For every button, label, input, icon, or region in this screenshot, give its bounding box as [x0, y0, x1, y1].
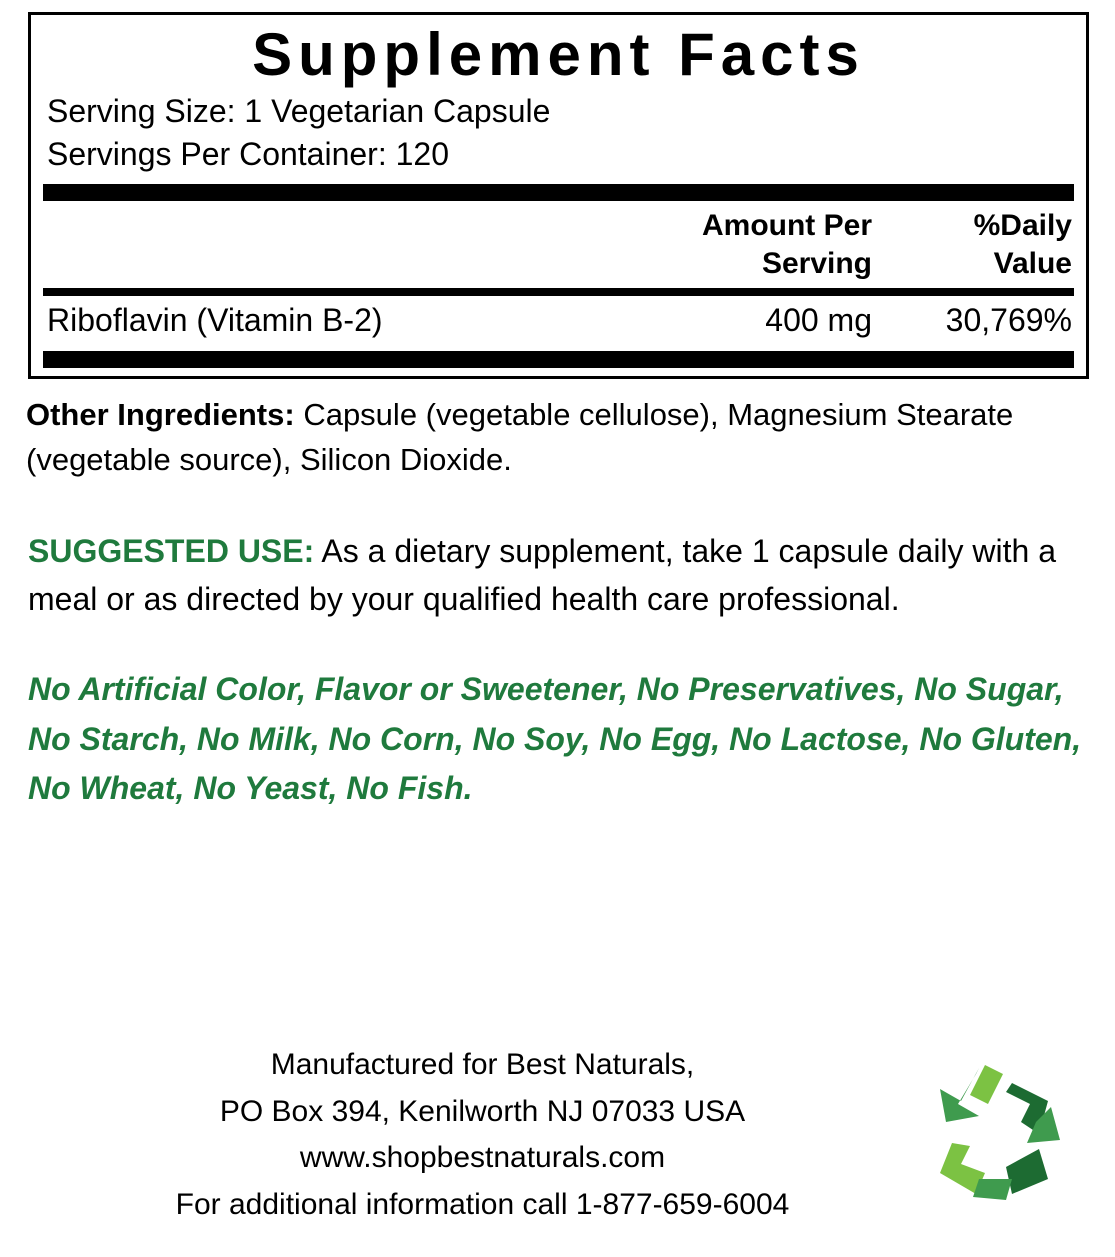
other-ingredients — [26, 393, 1093, 483]
other-ingredients-text: Capsule (vegetable cellulose), Magnesium Stearate (vegetable source), Silicon Dioxide. — [26, 397, 1014, 478]
dv-header-line2: Value — [993, 246, 1072, 280]
nutrient-daily-value: 30,769% — [945, 302, 1072, 339]
free-from-claims: No Artificial Color, Flavor or Sweetener, No Preservatives, No Sugar, No Starch, No Milk, No Corn, No Soy, No Egg, No Lactose, No Gluten, No Wheat, No Yeast, No Fish. — [28, 671, 1082, 807]
other-ingredients-label: Other Ingredients: — [26, 397, 295, 433]
footer — [18, 1042, 1097, 1257]
amount-header-line1: Amount Per — [701, 209, 872, 243]
panel-title: Supplement Facts — [252, 21, 865, 88]
suggested-use-label: SUGGESTED USE: — [28, 533, 315, 570]
suggested-use-text: As a dietary supplement, take 1 capsule daily with a meal or as directed by your qualified health care professional. — [28, 533, 1057, 618]
table-header-row — [43, 201, 1074, 284]
nutrient-amount: 400 mg — [765, 302, 872, 339]
divider-thick-bottom — [43, 351, 1074, 368]
suggested-use — [28, 527, 1093, 623]
manufacturer-line: Manufactured for Best Naturals, — [270, 1048, 695, 1081]
phone-line: For additional information call 1-877-659-6004 — [175, 1187, 790, 1221]
divider-thick-top — [43, 184, 1074, 201]
servings-per-container: Servings Per Container: 120 — [47, 136, 449, 173]
divider-under-header — [43, 288, 1074, 296]
table-row — [43, 296, 1074, 345]
nutrient-name: Riboflavin (Vitamin B-2) — [47, 302, 383, 339]
serving-size: Serving Size: 1 Vegetarian Capsule — [47, 93, 551, 129]
amount-header-line2: Serving — [761, 246, 872, 280]
daily-value-header — [872, 207, 1072, 282]
supplement-facts-panel — [28, 12, 1089, 379]
address-line: PO Box 394, Kenilworth NJ 07033 USA — [219, 1094, 746, 1128]
website-line: www.shopbestnaturals.com — [299, 1141, 666, 1174]
amount-per-serving-header — [572, 207, 872, 282]
recycle-icon — [919, 1056, 1069, 1206]
dv-header-line1: %Daily — [973, 209, 1072, 243]
